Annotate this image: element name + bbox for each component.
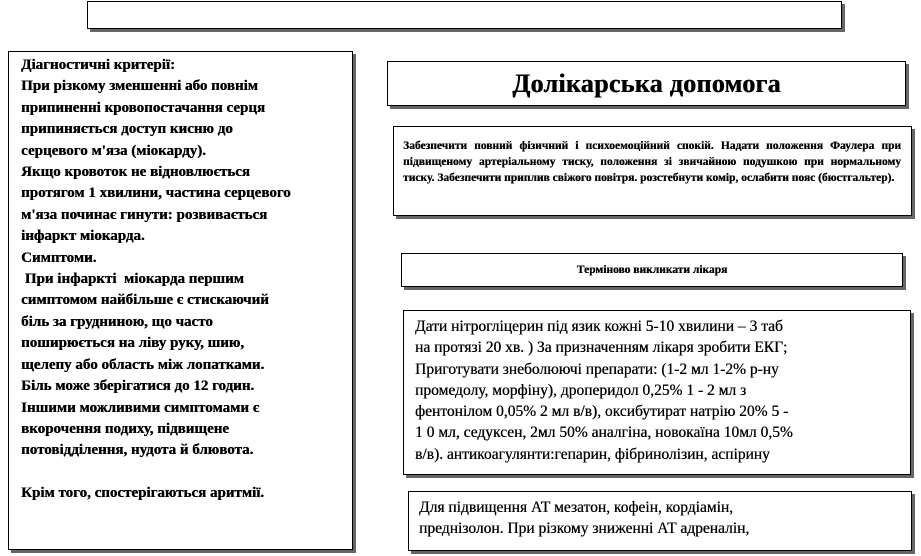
criteria-line: Діагностичні критерії: bbox=[21, 57, 175, 73]
criteria-line: серцевого м'яза (міокарду). bbox=[21, 142, 206, 159]
symptoms-heading: Симптоми. bbox=[21, 249, 97, 266]
medication-line: в/в). антикоагулянти:гепарин, фібринолізин, аспірину bbox=[415, 445, 770, 463]
criteria-line: При різкому зменшенні або повнім bbox=[21, 78, 258, 95]
criteria-line: Якщо кровоток не відновлюється bbox=[21, 164, 250, 181]
criteria-line: вкорочення подиху, підвищене bbox=[21, 420, 229, 437]
criteria-line: м'яза починає гинути: розвивається bbox=[21, 206, 268, 223]
rest-instructions-text: Забезпечити повний фізичний і психоемоційний спокій. Надати положення Фаулера при підвищеному артеріальному тиску, положення зі звичайною подушкою при нормальному тиску. Забезпечити приплив свіжого повітря. розстебнути комір, ослабити пояс (бюстгальтер). bbox=[403, 140, 901, 185]
criteria-line: поширюється на ліву руку, шию, bbox=[21, 335, 244, 352]
criteria-line: інфаркт міокарда. bbox=[21, 228, 145, 245]
top-banner bbox=[87, 1, 842, 29]
criteria-line: щелепу або область між лопатками. bbox=[21, 356, 265, 373]
arrhythmia-note: Крім того, спостерігаються аритмії. bbox=[21, 484, 265, 501]
first-aid-heading: Долікарська допомога bbox=[512, 68, 781, 98]
medication-line: 1 0 мл, седуксен, 2мл 50% аналгіна, новокаїна 10мл 0,5% bbox=[415, 424, 793, 442]
criteria-line: Біль може зберігатися до 12 годин. bbox=[21, 378, 255, 395]
criteria-line: При інфаркті міокарда першим bbox=[21, 271, 244, 288]
call-doctor-box bbox=[401, 253, 903, 287]
medication-line: Дати нітрогліцерин під язик кожні 5-10 хвилини – 3 таб bbox=[415, 318, 783, 335]
criteria-line: припиненні кровопостачання серця bbox=[21, 99, 265, 116]
call-doctor-text: Терміново викликати лікаря bbox=[576, 264, 728, 276]
medication-box bbox=[403, 310, 911, 475]
blood-pressure-line: Для підвищення АТ мезатон, кофеін, кордіамін, bbox=[419, 499, 734, 516]
blood-pressure-line: преднізолон. При різкому зниженні АТ адреналін, bbox=[419, 520, 750, 538]
diagnostic-criteria-panel bbox=[8, 51, 353, 550]
criteria-line: припиняється доступ кисню до bbox=[21, 121, 233, 138]
first-aid-heading-box bbox=[387, 61, 906, 106]
criteria-line: Іншими можливими симптомами є bbox=[21, 399, 260, 416]
rest-instructions-box bbox=[393, 126, 912, 216]
medication-line: на протязі 20 хв. ) За призначенням лікаря зробити ЕКГ; bbox=[415, 339, 788, 357]
criteria-line: симптомом найбільше є стискаючий bbox=[21, 292, 269, 309]
criteria-line: протягом 1 хвилини, частина серцевого bbox=[21, 185, 291, 202]
medication-line: промедолу, морфіну), дроперидол 0,25% 1 - 2 мл з bbox=[415, 381, 747, 399]
medication-line: фентонілом 0,05% 2 мл в/в), оксибутират натрію 20% 5 - bbox=[415, 403, 789, 421]
criteria-line: потовідділення, нудота й блювота. bbox=[21, 442, 254, 459]
blood-pressure-box bbox=[408, 491, 912, 551]
medication-line: Приготувати знеболюючі препарати: (1-2 мл 1-2% р-ну bbox=[415, 360, 779, 378]
criteria-line: біль за грудниною, що часто bbox=[21, 313, 213, 330]
